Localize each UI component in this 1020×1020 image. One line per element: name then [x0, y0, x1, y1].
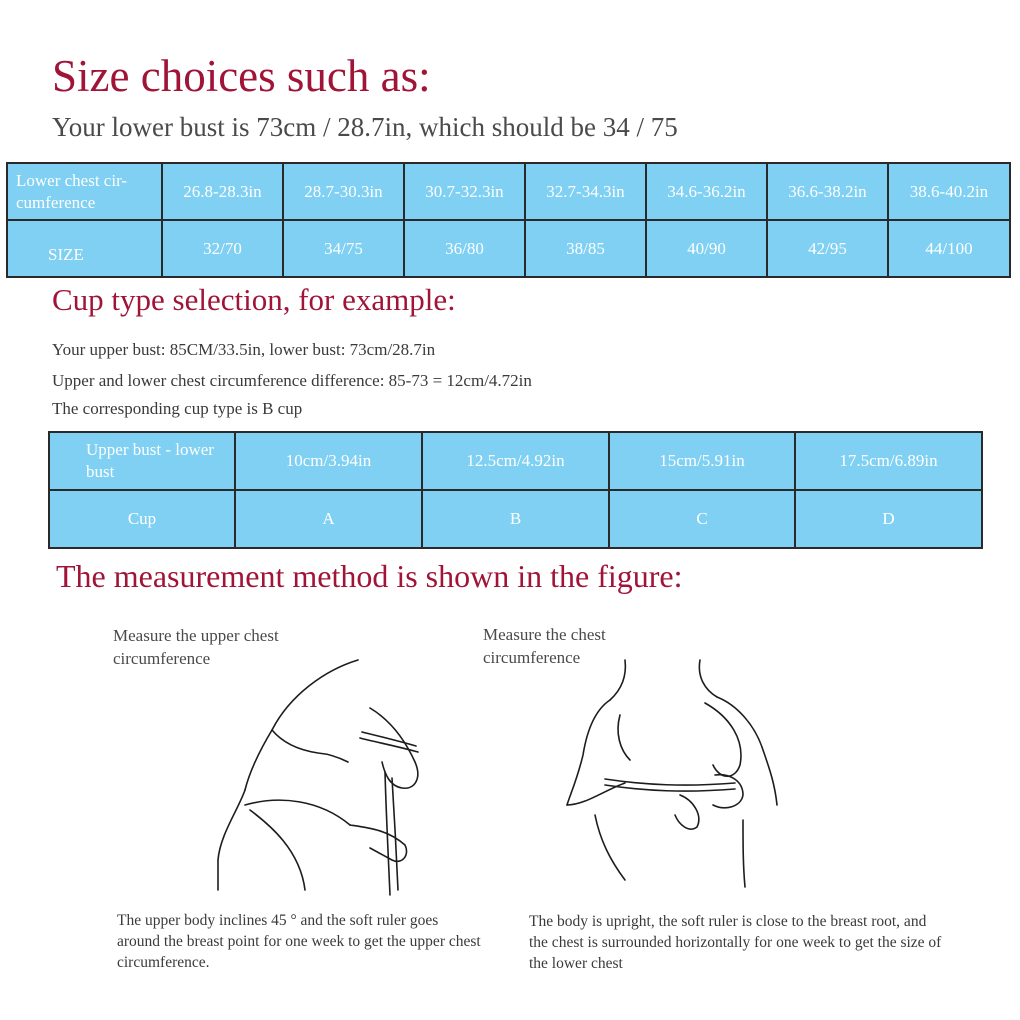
cup-table-cup-cell: B [422, 490, 609, 548]
breast-left [618, 715, 630, 760]
waist-left [595, 815, 625, 880]
neck-right [699, 660, 717, 697]
size-table-range-cell: 26.8-28.3in [162, 163, 283, 220]
cup-table [48, 431, 983, 549]
size-table-range-cell: 34.6-36.2in [646, 163, 767, 220]
size-table-range-cell: 28.7-30.3in [283, 163, 404, 220]
neck-left [610, 660, 625, 700]
cup-table-row2-label: Cup [49, 490, 235, 548]
lower-chest-measure-illustration [565, 655, 785, 895]
size-table-range-cell: 30.7-32.3in [404, 163, 525, 220]
size-table-size-cell: 36/80 [404, 220, 525, 277]
size-table-size-cell: 34/75 [283, 220, 404, 277]
upper-chest-caption: Measure the upper chest circumference [113, 626, 279, 668]
size-table-row1-label: Lower chest cir- cumference [7, 163, 162, 220]
size-choices-heading: Size choices such as: [52, 51, 431, 101]
size-table-row-circumference [7, 163, 1010, 220]
bust-line [360, 738, 418, 752]
size-table-range-cell: 38.6-40.2in [888, 163, 1010, 220]
cup-table-cup-cell: A [235, 490, 422, 548]
hand-outline [350, 825, 407, 861]
cup-table-row-cup [49, 490, 982, 548]
lower-chest-description: The body is upright, the soft ruler is close to the breast root, and the chest is surrounded horizontally for one week to get the size of the lower chest [529, 913, 942, 972]
shoulder-left [567, 700, 610, 805]
cup-table-cup-cell: C [609, 490, 795, 548]
shoulder-right [717, 697, 777, 805]
cup-table-row-difference [49, 432, 982, 490]
breast-right [705, 703, 741, 776]
size-table-size-cell: 44/100 [888, 220, 1010, 277]
size-table [6, 162, 1011, 278]
cup-example-line-1: Your upper bust: 85CM/33.5in, lower bust: 73cm/28.7in [52, 340, 436, 359]
cup-table-difference-cell: 17.5cm/6.89in [795, 432, 982, 490]
size-table-size-cell: 38/85 [525, 220, 646, 277]
hip-outline [245, 800, 350, 825]
arm-outline [272, 730, 348, 762]
upper-chest-measure-illustration [210, 650, 440, 900]
soft-ruler [392, 778, 398, 890]
cup-example-line-2: Upper and lower chest circumference difference: 85-73 = 12cm/4.72in [52, 371, 532, 390]
hand-left [675, 795, 699, 829]
upper-chest-description: The upper body inclines 45 ° and the soft ruler goes around the breast point for one week to get the upper chest circumference. [117, 912, 481, 971]
hand-right [713, 775, 743, 808]
waist-right [743, 820, 745, 887]
cup-table-difference-cell: 10cm/3.94in [235, 432, 422, 490]
belly-outline [250, 810, 305, 890]
cup-table-row1-label: Upper bust - lower bust [49, 432, 235, 490]
size-table-row2-label: SIZE [7, 220, 162, 277]
size-table-range-cell: 32.7-34.3in [525, 163, 646, 220]
measurement-method-heading: The measurement method is shown in the figure: [56, 558, 683, 594]
back-outline [245, 660, 358, 790]
cup-example-line-3: The corresponding cup type is B cup [52, 399, 303, 418]
bust-line-2 [362, 732, 416, 746]
size-table-size-cell: 32/70 [162, 220, 283, 277]
breast-outline [370, 708, 418, 788]
size-table-size-cell: 42/95 [767, 220, 888, 277]
soft-ruler [605, 785, 735, 791]
soft-ruler-2 [605, 779, 735, 785]
size-example-text: Your lower bust is 73cm / 28.7in, which should be 34 / 75 [52, 112, 678, 142]
cup-selection-heading: Cup type selection, for example: [52, 282, 456, 317]
arm-left [567, 783, 625, 805]
forearm [218, 790, 245, 890]
size-table-row-size [7, 220, 1010, 277]
size-table-range-cell: 36.6-38.2in [767, 163, 888, 220]
lower-chest-caption: Measure the chest circumference [483, 625, 606, 667]
cup-table-difference-cell: 12.5cm/4.92in [422, 432, 609, 490]
size-table-size-cell: 40/90 [646, 220, 767, 277]
cup-table-cup-cell: D [795, 490, 982, 548]
cup-table-difference-cell: 15cm/5.91in [609, 432, 795, 490]
